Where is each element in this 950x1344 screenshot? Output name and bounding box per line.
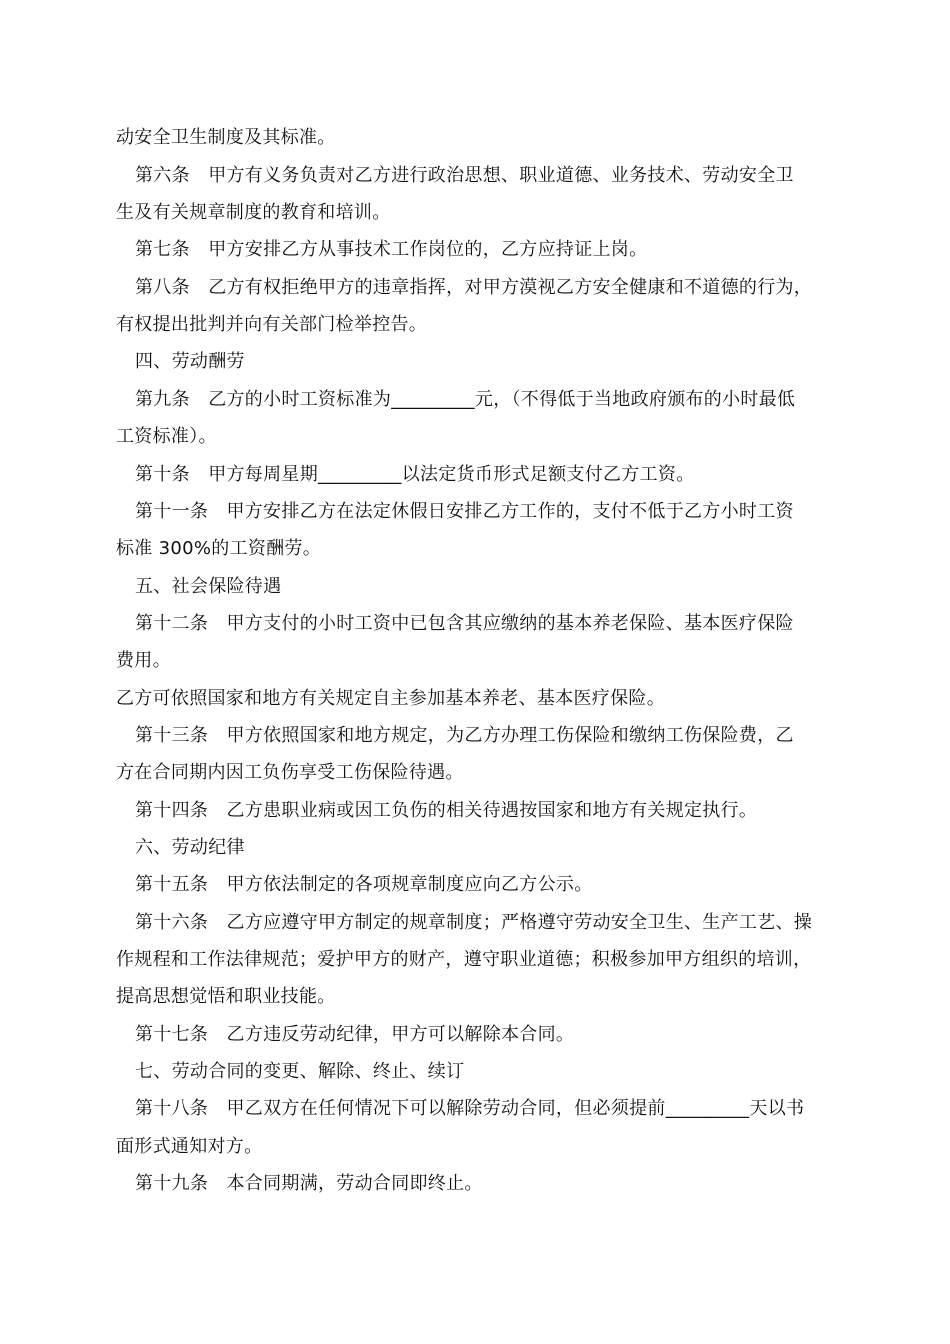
article-10-line: 第十条 甲方每周星期_________以法定货币形式足额支付乙方工资。 [135,464,695,485]
section-heading-6: 六、劳动纪律 [135,837,245,858]
text-line: 方在合同期内因工负伤享受工伤保险待遇。 [116,762,464,783]
article-11-line: 第十一条 甲方安排乙方在法定休假日安排乙方工作的，支付不低于乙方小时工资 [135,501,794,522]
section-heading-7: 七、劳动合同的变更、解除、终止、续订 [135,1061,465,1082]
section-heading-5: 五、社会保险待遇 [135,576,282,597]
text-line: 作规程和工作法律规范；爱护甲方的财产，遵守职业道德；积极参加甲方组织的培训， [116,949,812,970]
paragraph-line: 乙方可依照国家和地方有关规定自主参加基本养老、基本医疗保险。 [116,688,665,709]
text-line: 生及有关规章制度的教育和培训。 [116,202,391,223]
text-line: 标准 300%的工资酬劳。 [116,538,322,559]
article-17-line: 第十七条 乙方违反劳动纪律，甲方可以解除本合同。 [135,1024,575,1045]
text-line: 费用。 [116,650,171,671]
article-6-line: 第六条 甲方有义务负责对乙方进行政治思想、职业道德、业务技术、劳动安全卫 [135,165,794,186]
article-14-line: 第十四条 乙方患职业病或因工负伤的相关待遇按国家和地方有关规定执行。 [135,800,758,821]
text-line: 工资标准）。 [116,426,217,447]
article-8-line: 第八条 乙方有权拒绝甲方的违章指挥，对甲方漠视乙方安全健康和不道德的行为， [135,277,813,298]
text-line: 提高思想觉悟和职业技能。 [116,986,336,1007]
article-18-line: 第十八条 甲乙双方在任何情况下可以解除劳动合同，但必须提前_________天以书 [135,1098,805,1119]
section-heading-4: 四、劳动酬劳 [135,351,245,372]
article-13-line: 第十三条 甲方依照国家和地方规定，为乙方办理工伤保险和缴纳工伤保险费，乙 [135,725,794,746]
article-19-line: 第十九条 本合同期满，劳动合同即终止。 [135,1173,483,1194]
article-7-line: 第七条 甲方安排乙方从事技术工作岗位的，乙方应持证上岗。 [135,239,648,260]
article-9-line: 第九条 乙方的小时工资标准为_________元，（不得低于当地政府颁布的小时最低 [135,389,796,410]
article-12-line: 第十二条 甲方支付的小时工资中已包含其应缴纳的基本养老保险、基本医疗保险 [135,613,794,634]
text-line: 有权提出批判并向有关部门检举控告。 [116,314,428,335]
text-line: 动安全卫生制度及其标准。 [116,127,336,148]
text-line: 面形式通知对方。 [116,1136,263,1157]
article-15-line: 第十五条 甲方依法制定的各项规章制度应向乙方公示。 [135,874,593,895]
article-16-line: 第十六条 乙方应遵守甲方制定的规章制度；严格遵守劳动安全卫生、生产工艺、操 [135,912,813,933]
